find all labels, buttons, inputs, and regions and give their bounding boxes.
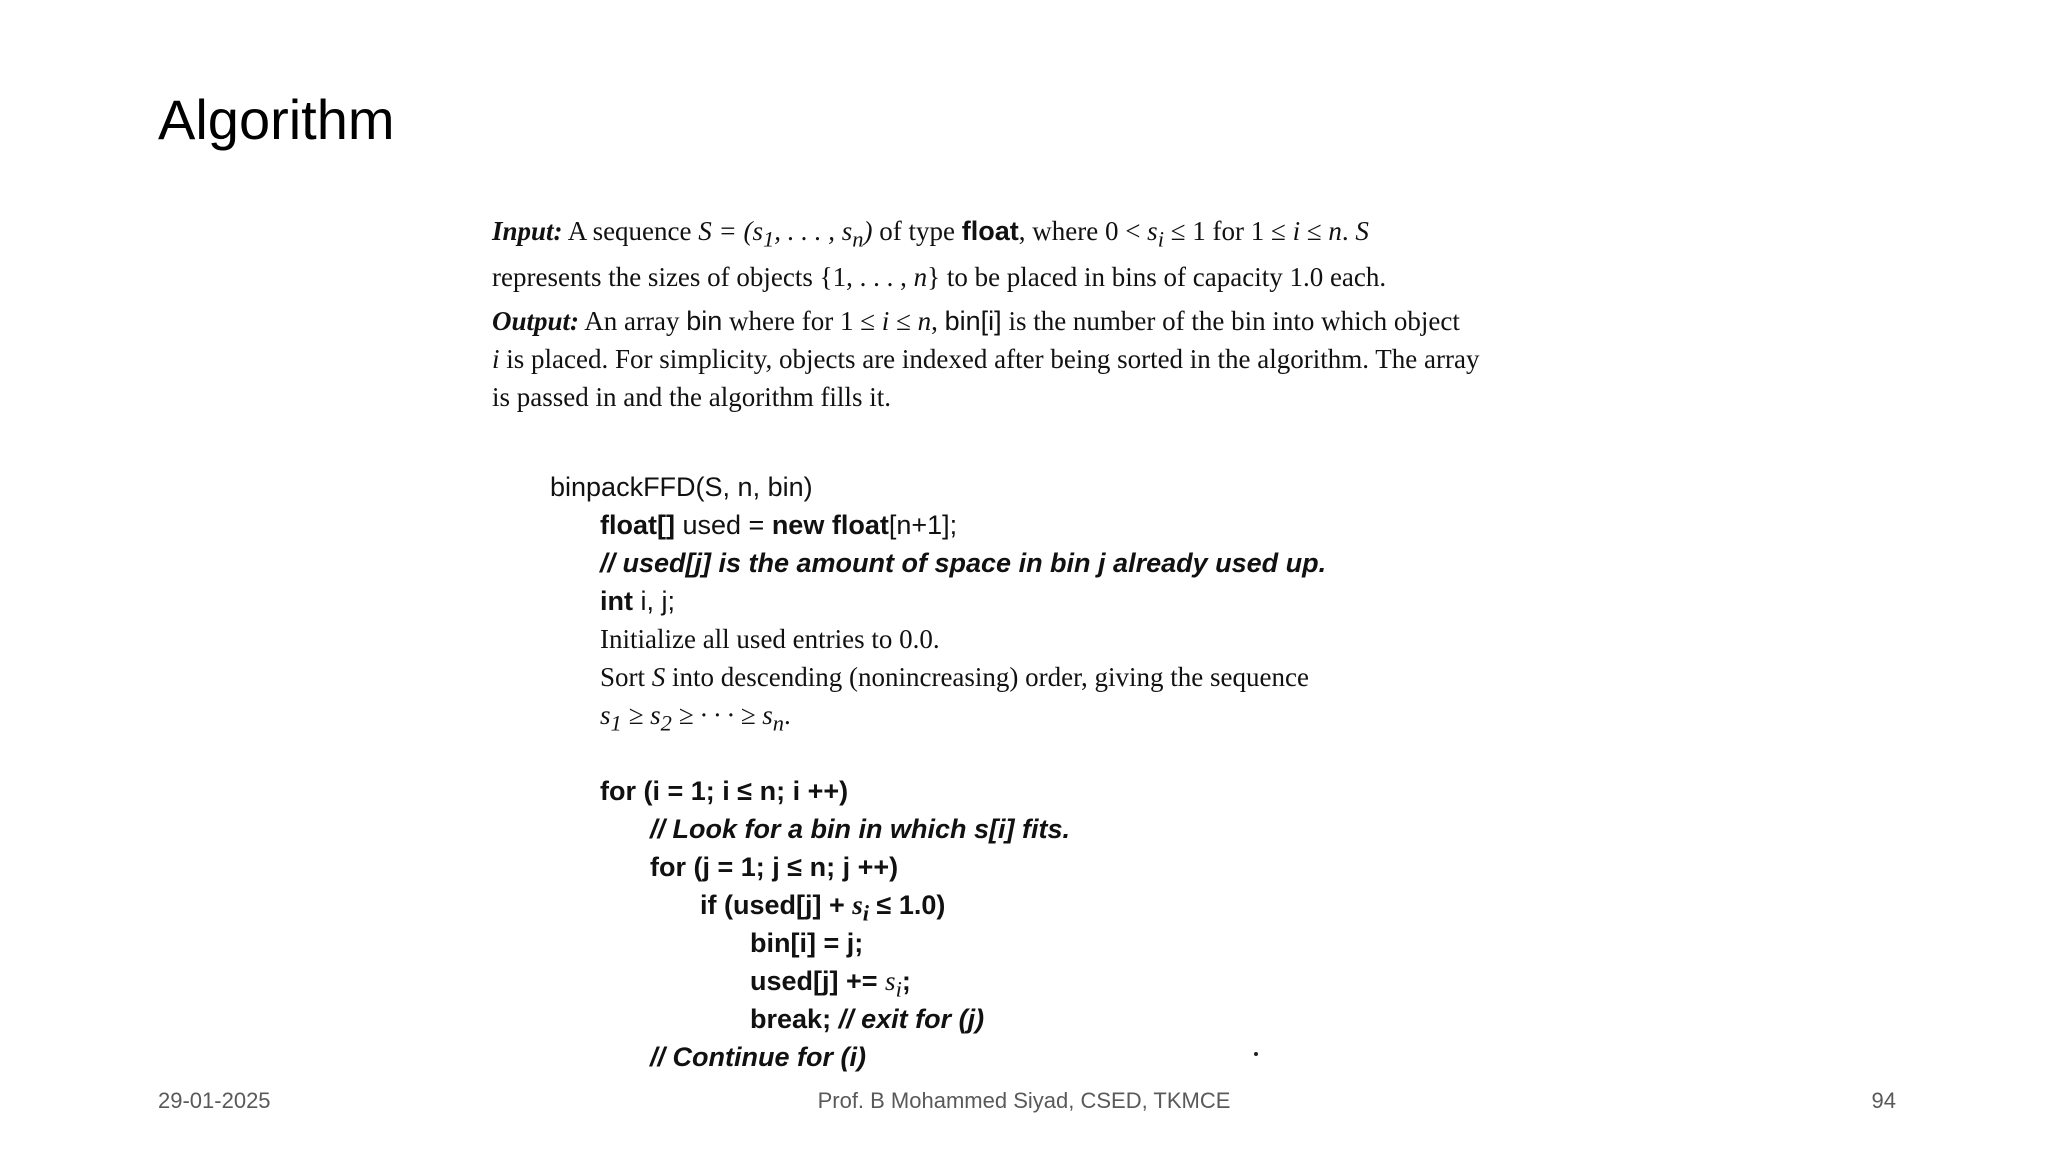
code-math-sub: n — [772, 710, 784, 736]
input-math-sub: i — [1157, 226, 1164, 252]
input-math: S — [1355, 216, 1369, 246]
code-line-decl-used — [600, 506, 957, 544]
code-keyword: for — [650, 852, 686, 882]
footer-date: 29-01-2025 — [158, 1088, 271, 1113]
code-comment: // Continue for (i) — [650, 1042, 866, 1072]
code-text: used[j] += — [750, 966, 886, 996]
code-text: Sort — [600, 662, 652, 692]
input-keyword: float — [961, 216, 1019, 246]
code-math-sub: i — [862, 900, 870, 926]
output-text: , — [931, 306, 945, 337]
input-math: n — [1328, 216, 1342, 246]
input-math: S = (s — [698, 216, 763, 246]
input-math-sub: n — [852, 226, 864, 252]
code-math: S — [651, 662, 666, 692]
input-math: n — [913, 262, 928, 293]
output-label: Output: — [492, 306, 580, 337]
code-line-for-i — [600, 772, 848, 810]
algorithm-figure — [492, 212, 1612, 1082]
code-text: (i = 1; i ≤ n; i ++) — [636, 776, 849, 806]
code-math: s — [600, 700, 611, 730]
scan-speck — [1254, 1052, 1258, 1056]
input-text: represents the sizes of objects {1, . . . , — [492, 262, 914, 293]
input-math-sub: 1 — [762, 226, 775, 252]
code-keyword: int — [600, 586, 633, 616]
code-math-sub: i — [895, 976, 902, 1002]
input-text: ≤ 1 for 1 ≤ — [1163, 216, 1293, 246]
input-math: , . . . , s — [774, 216, 853, 246]
input-text: . — [1341, 216, 1356, 246]
output-text: where for 1 ≤ — [722, 306, 882, 337]
code-line-signature: binpackFFD(S, n, bin) — [550, 472, 813, 502]
code-keyword: new — [771, 510, 825, 540]
code-text: ; — [822, 1004, 839, 1034]
input-math: i — [1292, 216, 1301, 246]
code-comment: // Look for a bin in which s[i] fits. — [650, 814, 1071, 844]
code-comment: // exit for (j) — [838, 1004, 985, 1034]
slide-title: Algorithm — [158, 88, 395, 151]
input-label: Input: — [492, 216, 563, 246]
output-math: i — [492, 344, 500, 375]
code-line-sort — [600, 658, 1309, 696]
code-math-sub: 1 — [610, 710, 622, 736]
code-text: used = — [674, 510, 772, 540]
output-text: is the number of the bin into which object — [1001, 306, 1460, 337]
output-text: is passed in and the algorithm fills it. — [492, 382, 891, 413]
code-line-for-j — [650, 848, 898, 886]
code-math: s — [885, 966, 896, 996]
code-line-initialize: Initialize all used entries to 0.0. — [600, 624, 940, 654]
input-math: ) — [863, 216, 873, 246]
code-text: [n+1]; — [888, 510, 958, 540]
code-text: . — [784, 700, 791, 730]
input-math: s — [1147, 216, 1158, 246]
code-math: s — [852, 890, 863, 920]
input-text: , where 0 < — [1018, 216, 1148, 246]
code-keyword: for — [600, 776, 636, 806]
output-math: n — [917, 306, 932, 337]
code-keyword: break — [750, 1004, 823, 1034]
code-text: into descending (nonincreasing) order, giving the sequence — [665, 662, 1309, 692]
code-text: ≤ 1.0) — [869, 890, 946, 920]
output-text: ≤ — [889, 306, 918, 337]
output-keyword: bin — [686, 306, 723, 337]
input-spec — [492, 212, 1612, 296]
code-line-break — [750, 1000, 984, 1038]
code-text — [824, 510, 832, 540]
code-text: ; — [901, 966, 911, 996]
output-keyword: bin[i] — [944, 306, 1002, 337]
input-text: A sequence — [562, 216, 699, 246]
input-text: ≤ — [1300, 216, 1329, 246]
code-math-sub: 2 — [660, 710, 672, 736]
code-keyword: float[] — [600, 510, 675, 540]
output-text: is placed. For simplicity, objects are indexed after being sorted in the algorithm. The array — [499, 344, 1480, 375]
output-text: An array — [579, 306, 687, 337]
code-text: (j = 1; j ≤ n; j ++) — [686, 852, 899, 882]
code-keyword: float — [831, 510, 889, 540]
code-comment: // used[j] is the amount of space in bin j already used up. — [600, 548, 1327, 578]
code-text: i, j; — [633, 586, 676, 616]
code-text: (used[j] + — [716, 890, 853, 920]
output-math: i — [881, 306, 890, 337]
code-line-assign-bin: bin[i] = j; — [750, 928, 864, 958]
code-math: ≥ s — [621, 700, 661, 730]
code-line-sequence — [600, 696, 791, 742]
code-line-decl-ij — [600, 582, 675, 620]
output-spec — [492, 302, 1612, 416]
input-text: of type — [872, 216, 962, 246]
code-keyword: if — [700, 890, 717, 920]
footer-page-number: 94 — [1871, 1088, 1896, 1113]
footer-author: Prof. B Mohammed Siyad, CSED, TKMCE — [817, 1088, 1231, 1113]
code-math: ≥ · · · ≥ s — [671, 700, 773, 730]
input-text: } to be placed in bins of capacity 1.0 each. — [927, 262, 1387, 293]
